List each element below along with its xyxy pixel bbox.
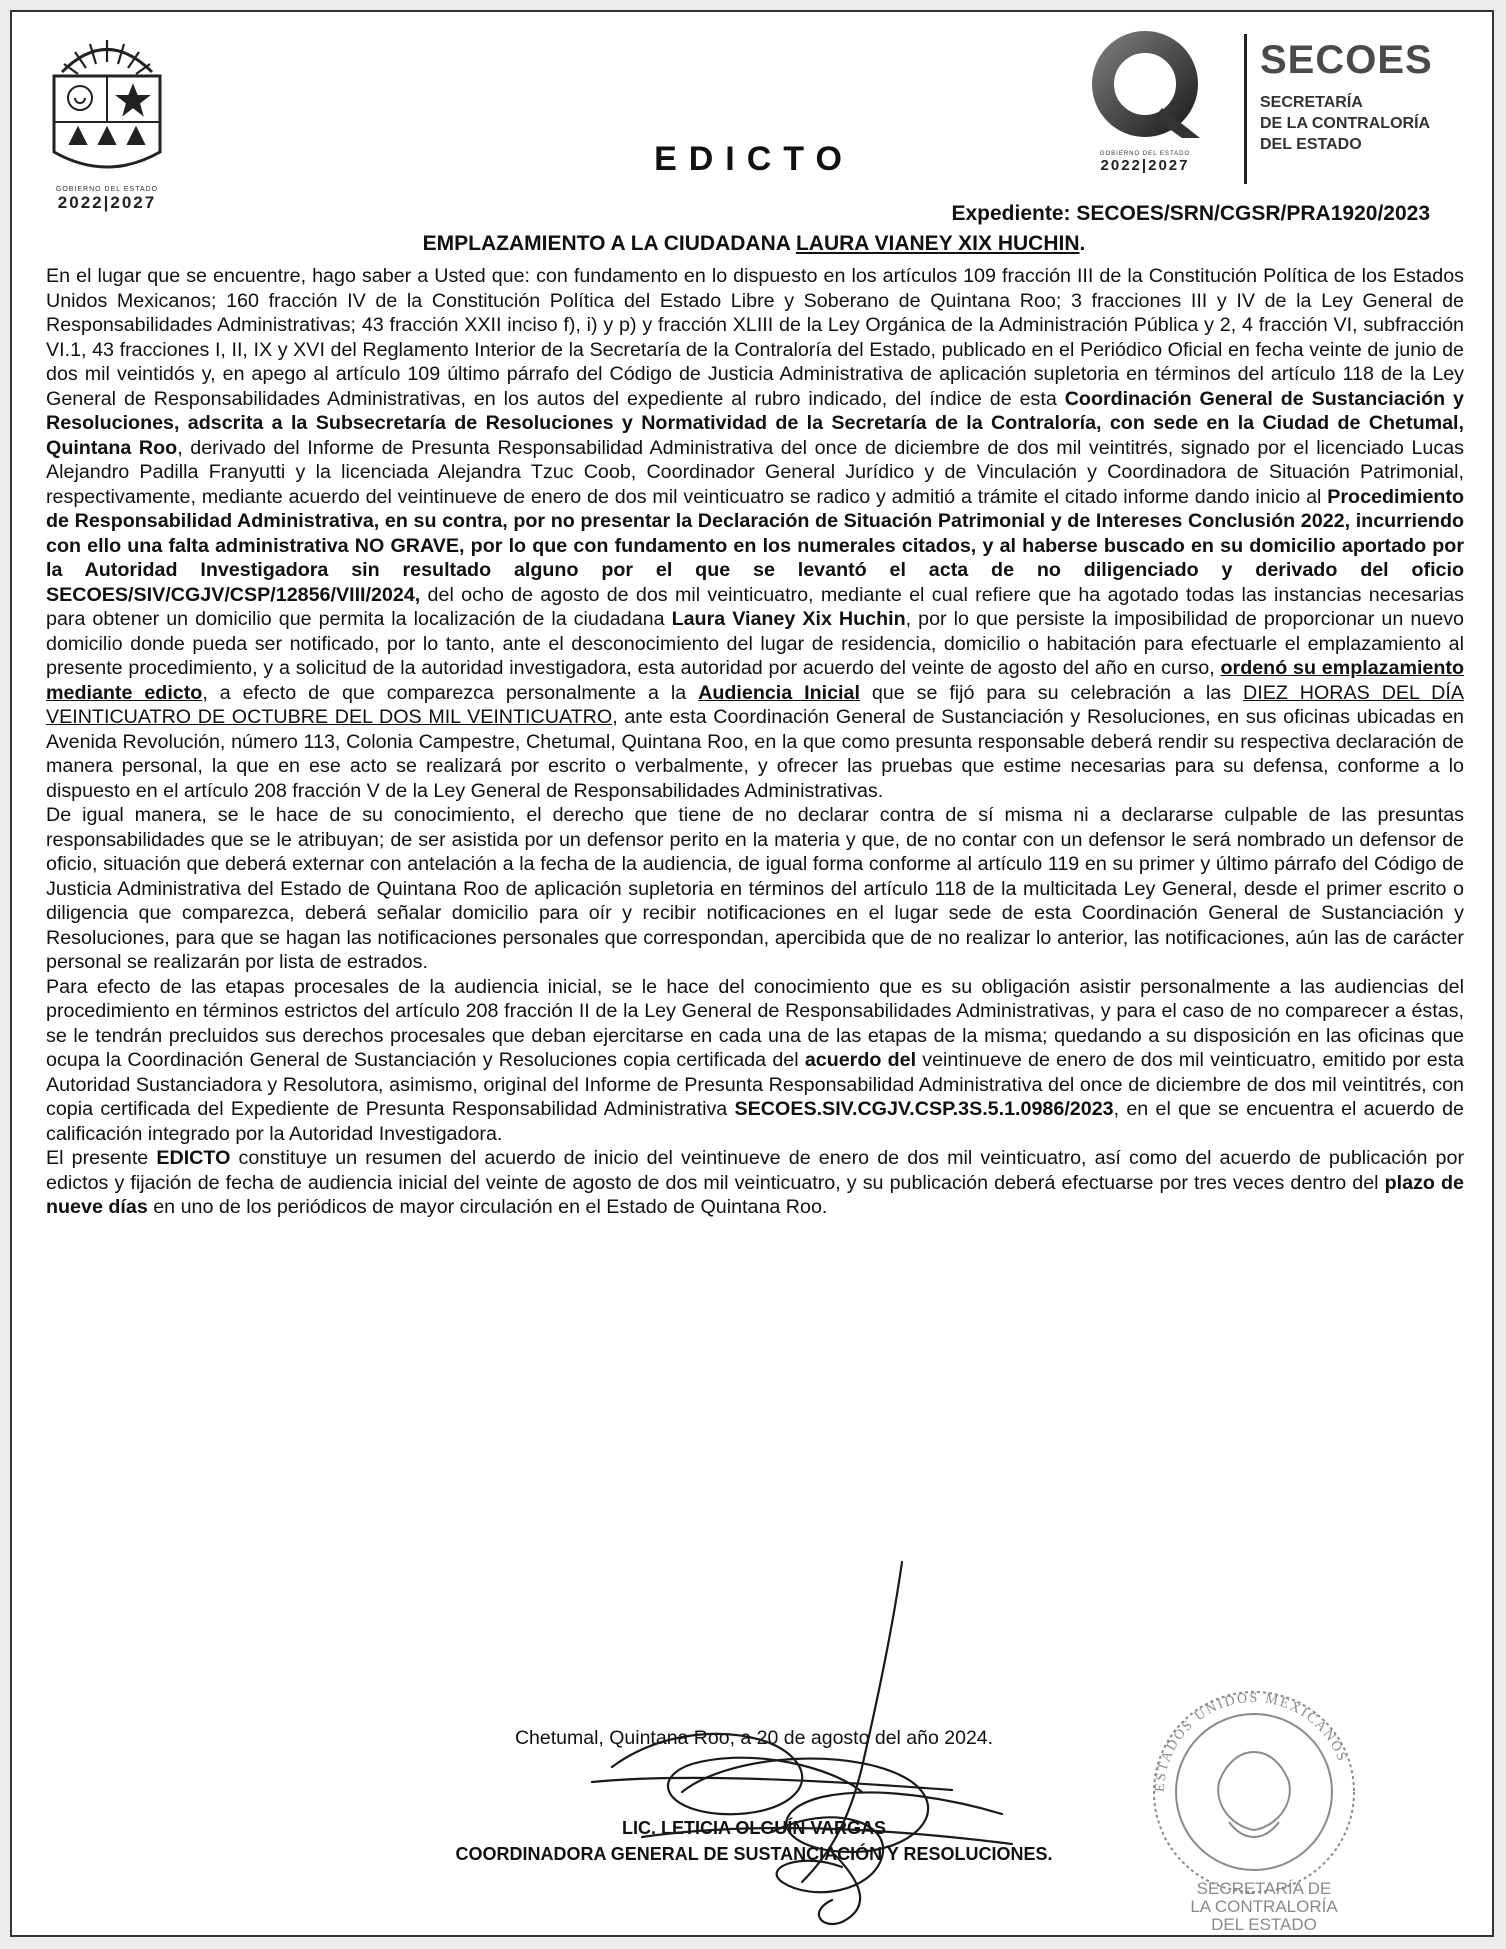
p3-bold-1: acuerdo del xyxy=(804,1049,917,1071)
p1-text-1: En el lugar que se encuentre, hago saber a Usted que: con fundamento en lo dispuesto en los artículos 109 fracción III de la Constitución Política de los Estados Unidos Mexicanos; 160 fracción IV de la Constitución Política del Estado Libre y Soberano de Quintana Roo; 3 fracciones III y IV de la Ley General de Responsabilidades Administrativas; 43 fracción XXII inciso f), i) y p) y fracción XLIII de la Ley Orgánica de la Administración Pública y 2, 4 fracción VI, subfracción VI.1, 43 fracciones I, II, IX y XVI del Reglamento Interior de la Secretaría de la Contraloría del Estado, publicado en el Periódico Oficial en fecha veinte de junio de dos mil veintidós y, en apego al artículo 109 último párrafo del Código de Justicia Administrativa de aplicación supletoria en términos del artículo 118 de la Ley General de Responsabilidades Administrativas, en los autos del expediente al rubro indicado, del índice de esta xyxy=(46,265,1464,410)
document-title: EDICTO xyxy=(654,140,854,178)
p1-text-7: , ante esta Coordinación General de Sustanciación y Resoluciones, en sus oficinas ubicadas en Avenida Revolución, número 113, Colonia Campestre, Chetumal, Quintana Roo, en la que como presunta responsable deberá rendir su respectiva declaración de manera personal, la que en ese acto se realizará por escrito o verbalmente, y ofrecer las pruebas que estime necesarias para su defensa, conforme a lo dispuesto en el artículo 208 fracción V de la Ley General de Responsabilidades Administrativas. xyxy=(46,706,1464,802)
p1-text-3: del ocho de agosto de dos mil veinticuatro, mediante el cual refiere que ha agotado todas las instancias necesarias para obtener un domicilio que permita la localización de la ciudadana xyxy=(46,583,1464,630)
p2-text-1: De igual manera, se le hace de su conocimiento, el derecho que tiene de no declarar contra de sí misma ni a declararse culpable de las presuntas responsabilidades que se le atribuyan; de ser asistida por un defensor perito en la materia y que, de no contar con un defensor le será nombrado un defensor de oficio, situación que deberá externar con antelación a la fecha de la audiencia, de igual forma conforme al artículo 119 en su primer y último párrafo del Código de Justicia Administrativa del Estado de Quintana Roo de aplicación supletoria en términos del artículo 118 de la multicitada Ley General, desde el primer escrito o diligencia que comparezca, deberá señalar domicilio para oír y recibir notificaciones en el lugar sede de esta Coordinación General de Sustanciación y Resoluciones, para que se hagan las notificaciones personales que correspondan, apercibida que de no realizar lo anterior, las notificaciones, aún las de carácter personal se realizarán por lista de estrados. xyxy=(46,804,1464,973)
p1-bold-2: Procedimiento de Responsabilidad Administrativa, en su contra, por no presentar la Declaración de Situación Patrimonial y de Intereses Conclusión 2022, incurriendo con ello una falta administrativa NO GRAVE, por lo que con fundamento en los numerales citados, y al haberse buscado en su domicilio aportado por la Autoridad Investigadora sin resultado alguno por el que se levantó el acta de no diligenciado y derivado del oficio SECOES/SIV/CGJV/CSP/12856/VIII/2024, xyxy=(46,485,1464,606)
q-logo-caption: GOBIERNO DEL ESTADO xyxy=(1099,151,1191,157)
q-logo-years: 2022|2027 xyxy=(1100,157,1190,174)
signer-title: COORDINADORA GENERAL DE SUSTANCIACIÓN Y RESOLUCIONES. xyxy=(455,1844,1053,1864)
p1-bold-3: Laura Vianey Xix Huchin xyxy=(671,608,906,630)
secoes-logo xyxy=(1260,40,1433,155)
paragraph-3 xyxy=(46,975,1464,1147)
p1-bold-underline-2: Audiencia Inicial xyxy=(698,681,860,704)
paragraph-2 xyxy=(46,803,1464,975)
state-logo-caption: GOBIERNO DEL ESTADO xyxy=(55,186,159,193)
q-emblem-icon xyxy=(1070,26,1220,146)
document-page xyxy=(10,10,1494,1937)
seal-line-3: DEL ESTADO xyxy=(1211,1915,1317,1932)
p3-text-3: , en el que se encuentra el acuerdo de calificación integrado por la Autoridad Investigadora. xyxy=(46,1098,1464,1145)
summons-person-name: LAURA VIANEY XIX HUCHIN xyxy=(795,232,1080,255)
seal-line-1: SECRETARÍA DE xyxy=(1196,1879,1332,1898)
p1-text-6: que se fijó para su celebración a las xyxy=(859,681,1243,704)
summons-prefix: EMPLAZAMIENTO A LA CIUDADANA xyxy=(422,232,796,255)
header-divider xyxy=(1244,34,1247,184)
p1-underline-1: DIEZ HORAS DEL DÍA VEINTICUATRO DE OCTUBRE DEL DOS MIL VEINTICUATRO xyxy=(46,681,1464,728)
official-seal xyxy=(1124,1672,1384,1932)
handwritten-signature xyxy=(532,1552,1052,1932)
p4-bold-2: plazo de nueve días xyxy=(46,1171,1464,1218)
summons-suffix: . xyxy=(1079,232,1086,255)
secoes-line-2: DE LA CONTRALORÍA xyxy=(1260,115,1431,132)
p4-bold-1: EDICTO xyxy=(156,1147,231,1169)
secoes-acronym: SECOES xyxy=(1260,38,1433,82)
case-file-number: Expediente: SECOES/SRN/CGSR/PRA1920/2023 xyxy=(951,202,1430,225)
p1-bold-underline-1: ordenó su emplazamiento mediante edicto xyxy=(46,657,1464,704)
p4-text-1: El presente xyxy=(46,1147,157,1169)
secoes-line-3: DEL ESTADO xyxy=(1260,136,1362,153)
p1-bold-1: Coordinación General de Sustanciación y Resoluciones, adscrita a la Subsecretaría de Resoluciones y Normatividad de la Secretaría de la Contraloría, con sede en la Ciudad de Chetumal, Quintana Roo xyxy=(46,387,1464,459)
p3-bold-2: SECOES.SIV.CGJV.CSP.3S.5.1.0986/2023 xyxy=(734,1098,1114,1120)
summons-heading xyxy=(12,232,1494,256)
p3-text-1: Para efecto de las etapas procesales de la audiencia inicial, se le hace del conocimiento que es su obligación asistir personalmente a las audiencias del procedimiento en términos estrictos del artículo 208 fracción II de la Ley General de Responsabilidades Administrativas, y para el caso de no comparecer a éstas, se le tendrán precluidos sus derechos procesales que deban ejercitarse en cada una de las etapas de la misma; quedando a su disposición en las oficinas que ocupa la Coordinación General de Sustanciación y Resoluciones copia certificada del xyxy=(46,975,1464,1071)
p1-text-5: , a efecto de que comparezca personalmente a la xyxy=(202,681,699,704)
state-logo-years: 2022|2027 xyxy=(57,193,157,212)
seal-line-2: LA CONTRALORÍA xyxy=(1190,1897,1338,1916)
p1-text-4: , por lo que persiste la imposibilidad de proporcionar un nuevo domicilio donde pueda ser notificado, por lo tanto, ante el desconocimiento del lugar de residencia, domicilio o habitación para efectuarle el emplazamiento al presente procedimiento, y a solicitud de la autoridad investigadora, esta autoridad por acuerdo del veinte de agosto del año en curso, xyxy=(46,608,1464,679)
p4-text-3: en uno de los periódicos de mayor circulación en el Estado de Quintana Roo. xyxy=(147,1196,828,1218)
state-coat-of-arms-logo xyxy=(42,32,172,227)
p1-text-2: , derivado del Informe de Presunta Responsabilidad Administrativa del once de diciembre de dos mil veintitrés, signado por el licenciado Lucas Alejandro Padilla Franyutti y la licenciada Alejandra Tzuc Coob, Coordinador General Jurídico y de Vinculación y Coordinadora de Situación Patrimonial, respectivamente, mediante acuerdo del veintinueve de enero de dos mil veinticuatro se radico y admitió a trámite el citado informe dando inicio al xyxy=(46,436,1464,508)
p4-text-2: constituye un resumen del acuerdo de inicio del veintinueve de enero de dos mil veinticuatro, así como del acuerdo de publicación por edictos y fijación de fecha de audiencia inicial del veinte de agosto de dos mil veinticuatro, y su publicación deberá efectuarse por tres veces dentro del xyxy=(46,1147,1464,1194)
p3-text-2: veintinueve de enero de dos mil veinticuatro, emitido por esta Autoridad Sustanciadora y Resolutora, asimismo, original del Informe de Presunta Responsabilidad Administrativa del once de diciembre de dos mil veintitrés, con copia certificada del Expediente de Presunta Responsabilidad Administrativa xyxy=(46,1049,1464,1120)
government-q-logo xyxy=(1070,26,1220,186)
signer-name: LIC. LETICIA OLGUÍN VARGAS xyxy=(622,1818,886,1838)
paragraph-4 xyxy=(46,1146,1464,1220)
place-and-date: Chetumal, Quintana Roo, a 20 de agosto del año 2024. xyxy=(514,1727,994,1749)
edict-body xyxy=(46,264,1464,1220)
secoes-line-1: SECRETARÍA xyxy=(1260,94,1363,111)
seal-ring-text: ESTADOS UNIDOS MEXICANOS xyxy=(1152,1690,1350,1793)
paragraph-1 xyxy=(46,264,1464,803)
